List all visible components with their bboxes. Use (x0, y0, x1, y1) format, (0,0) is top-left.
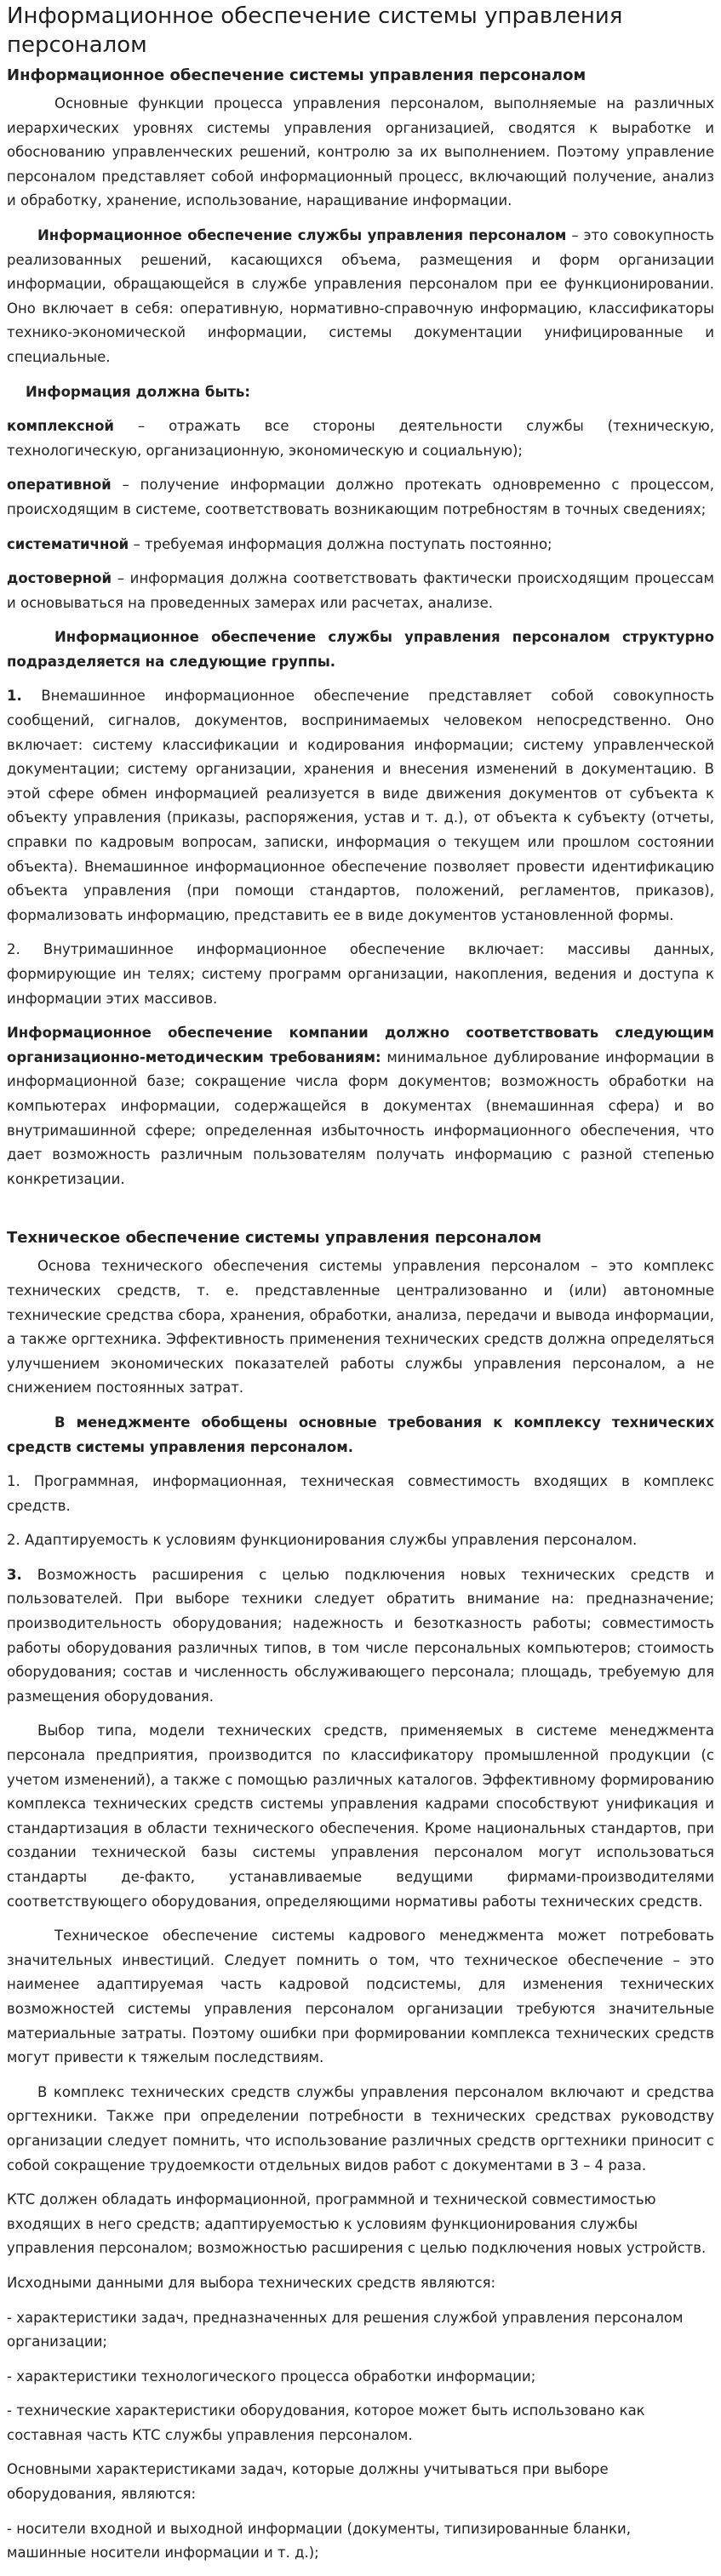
group-2-paragraph: 2. Внутримашинное информационное обеспечение включает: массивы данных, формирующие ин телях; систему программ организации, накопления, ведения и доступа к информации этих массивов. (7, 941, 714, 1007)
requirement-term: систематичной (7, 535, 129, 552)
requirement-text: – получение информации должно протекать одновременно с процессом, происходящим в системе, соответствовать возникающим потребностям в точных сведениях; (7, 477, 714, 517)
kts-paragraph: КТС должен обладать информационной, программной и технической совместимостью входящих в него средств; адаптируемостью к условиям функционирования службы управления персоналом; возможностью расширения с целью подключения новых устройств. (7, 2191, 707, 2257)
requirement-reliable (7, 567, 714, 615)
tech-paragraph-3: Техническое обеспечение системы кадрового менеджмента может потребовать значительных инвестиций. Следует помнить о том, что техническое обеспечение – это наименее адаптируемая часть кадровой подсистемы, для изменения технических возможностей системы управления персоналом организации требуются значительные материальные затраты. Поэтому ошибки при формировании комплекса технических средств могут привести к тяжелым последствиям. (7, 1928, 714, 2066)
tech-requirement-3 (7, 1563, 714, 1710)
document (0, 2, 721, 2566)
initial-data-item: - технические характеристики оборудования, которое может быть использовано как составная часть КТС службы управления персоналом. (7, 2402, 645, 2443)
tech-paragraph-4: В комплекс технических средств службы управления персоналом включают и средства оргтехники. Также при определении потребности в технических средствах руководству организации следует помнить, что использование различных средств оргтехники приносит с собой сокращение трудоемкости отдельных видов работ с документами в 3 – 4 раза. (7, 2083, 714, 2173)
definition-term: Информационное обеспечение службы управления персоналом (37, 226, 567, 243)
tech-requirement-3-text: Возможность расширения с целью подключения новых технических средств и пользователей. При выборе техники следует обратить внимание на: предназначение; производительность оборудования; надежность и безотказность работы; совместимость работы оборудования различных типов, в том числе персональных компьютеров; стоимость оборудования; состав и численность обслуживающего персонала; площадь, требуемую для размещения оборудования. (7, 1566, 714, 1705)
initial-data-item: - характеристики технологического процесса обработки информации; (7, 2368, 536, 2385)
group-1-number: 1. (7, 688, 22, 705)
requirement-text: – информация должна соответствовать фактически происходящим процессам и основываться на проведенных замерах или расчетах, анализе. (7, 570, 714, 611)
requirement-operative (7, 473, 714, 522)
definition-text: – это совокупность реализованных решений, касающихся объема, размещения и форм организации информации, обращающейся в службе управления персоналом при ее функционировании. Оно включает в себя: оперативную, нормативно-справочную информацию, классификаторы технико-экономической информации, системы документации унифицированные и специальные. (7, 226, 715, 365)
requirement-term: достоверной (7, 570, 112, 587)
main-characteristics-heading: Основными характеристиками задач, которые должны учитываться при выборе оборудования, являются: (7, 2461, 609, 2503)
requirement-text: – отражать все стороны деятельности службы (техническую, технологическую, организационную, экономическую и социальную); (7, 418, 714, 459)
org-requirements-term: Информационное обеспечение компании должно соответствовать следующим организационно-методическим требованиям: (7, 1025, 714, 1065)
tech-requirement-3-number: 3. (7, 1566, 22, 1583)
tech-requirement-1: 1. Программная, информационная, техническая совместимость входящих в комплекс средств. (7, 1473, 714, 1514)
groups-heading: Информационное обеспечение службы управления персоналом структурно подразделяется на следующие группы. (7, 629, 714, 670)
section-subtitle: Информационное обеспечение системы управления персоналом (7, 66, 587, 84)
characteristic-item: - носители входной и выходной информации (документы, типизированные бланки, машинные носители информации и т. д.); (7, 2520, 631, 2562)
requirement-complex (7, 414, 714, 463)
requirement-term: оперативной (7, 477, 112, 494)
tech-paragraph-1: Основа технического обеспечения системы управления персоналом – это комплекс технических средств, т. е. представленные централизованно и (или) автономные технические средства сбора, хранения, обработки, анализа, передачи и вывода информации, а также оргтехника. Эффективность применения технических средств должна определяться улучшением экономических показателей работы службы управления персоналом, а не снижением постоянных затрат. (7, 1258, 714, 1397)
org-requirements-text: минимальное дублирование информации в информационной базе; сокращение числа форм документов; возможность обработки на компьютерах информации, содержащейся в документах (внемашинная сфера) и во внутримашинной сфере; определенная избыточность информационного обеспечения, что дает возможность различным пользователям получать информацию с разной степенью конкретизации. (7, 1048, 715, 1187)
requirement-text: – требуемая информация должна поступать постоянно; (129, 535, 552, 552)
definition-paragraph (7, 224, 714, 370)
tech-requirement-2: 2. Адаптируемость к условиям функционирования службы управления персоналом. (7, 1532, 638, 1549)
tech-section-title: Техническое обеспечение системы управления персоналом (7, 1229, 542, 1248)
tech-paragraph-2: Выбор типа, модели технических средств, применяемых в системе менеджмента персонала предприятия, производится по классификатору промышленной продукции (с учетом изменений), а также с помощью различных каталогов. Эффективному формированию комплекса технических средств системы управления кадрами способствуют унификация и стандартизация в области технического обеспечения. Кроме национальных стандартов, при создании технической базы системы управления персоналом могут использоваться стандарты де-факто, устанавливаемые ведущими фирмами-производителями соответствующего оборудования, определяющими нормативы работы технических средств. (7, 1722, 714, 1910)
mgmt-requirements-heading: В менеджменте обобщены основные требования к комплексу технических средств системы управления персоналом. (7, 1414, 714, 1455)
requirement-systematic (7, 533, 714, 557)
intro-paragraph: Основные функции процесса управления персоналом, выполняемые на различных иерархических уровнях системы управления организацией, сводятся к выработке и обоснованию управленческих решений, контролю за их выполнением. Поэтому управление персоналом представляет собой информационный процесс, включающий получение, анализ и обработку, хранение, использование, наращивание информации. (7, 95, 714, 209)
requirement-term: комплексной (7, 418, 114, 435)
initial-data-heading: Исходными данными для выбора технических средств являются: (7, 2274, 496, 2291)
group-1-paragraph (7, 684, 714, 928)
group-1-text: Внемашинное информационное обеспечение представляет собой совокупность сообщений, сигналов, документов, воспринимаемых человеком непосредственно. Оно включает: систему классификации и кодирования информации; систему управленческой документации; систему организации, хранения и внесения изменений в документацию. В этой сфере обмен информацией реализуется в виде движения документов от субъекта к объекту управления (приказы, распоряжения, устав и т. д.), от объекта к субъекту (отчеты, справки по кадровым вопросам, записки, информация о текущем или прошлом состоянии объекта). Внемашинное информационное обеспечение позволяет провести идентификацию объекта управления (при помощи стандартов, положений, регламентов, приказов), формализовать информацию, представить ее в виде документов установленной формы. (7, 688, 714, 923)
page-title: Информационное обеспечение системы управления персоналом (7, 3, 623, 58)
org-requirements-paragraph (7, 1021, 714, 1191)
initial-data-item: - характеристики задач, предназначенных для решения службой управления персоналом организации; (7, 2309, 684, 2350)
requirements-heading: Информация должна быть: (26, 383, 250, 400)
